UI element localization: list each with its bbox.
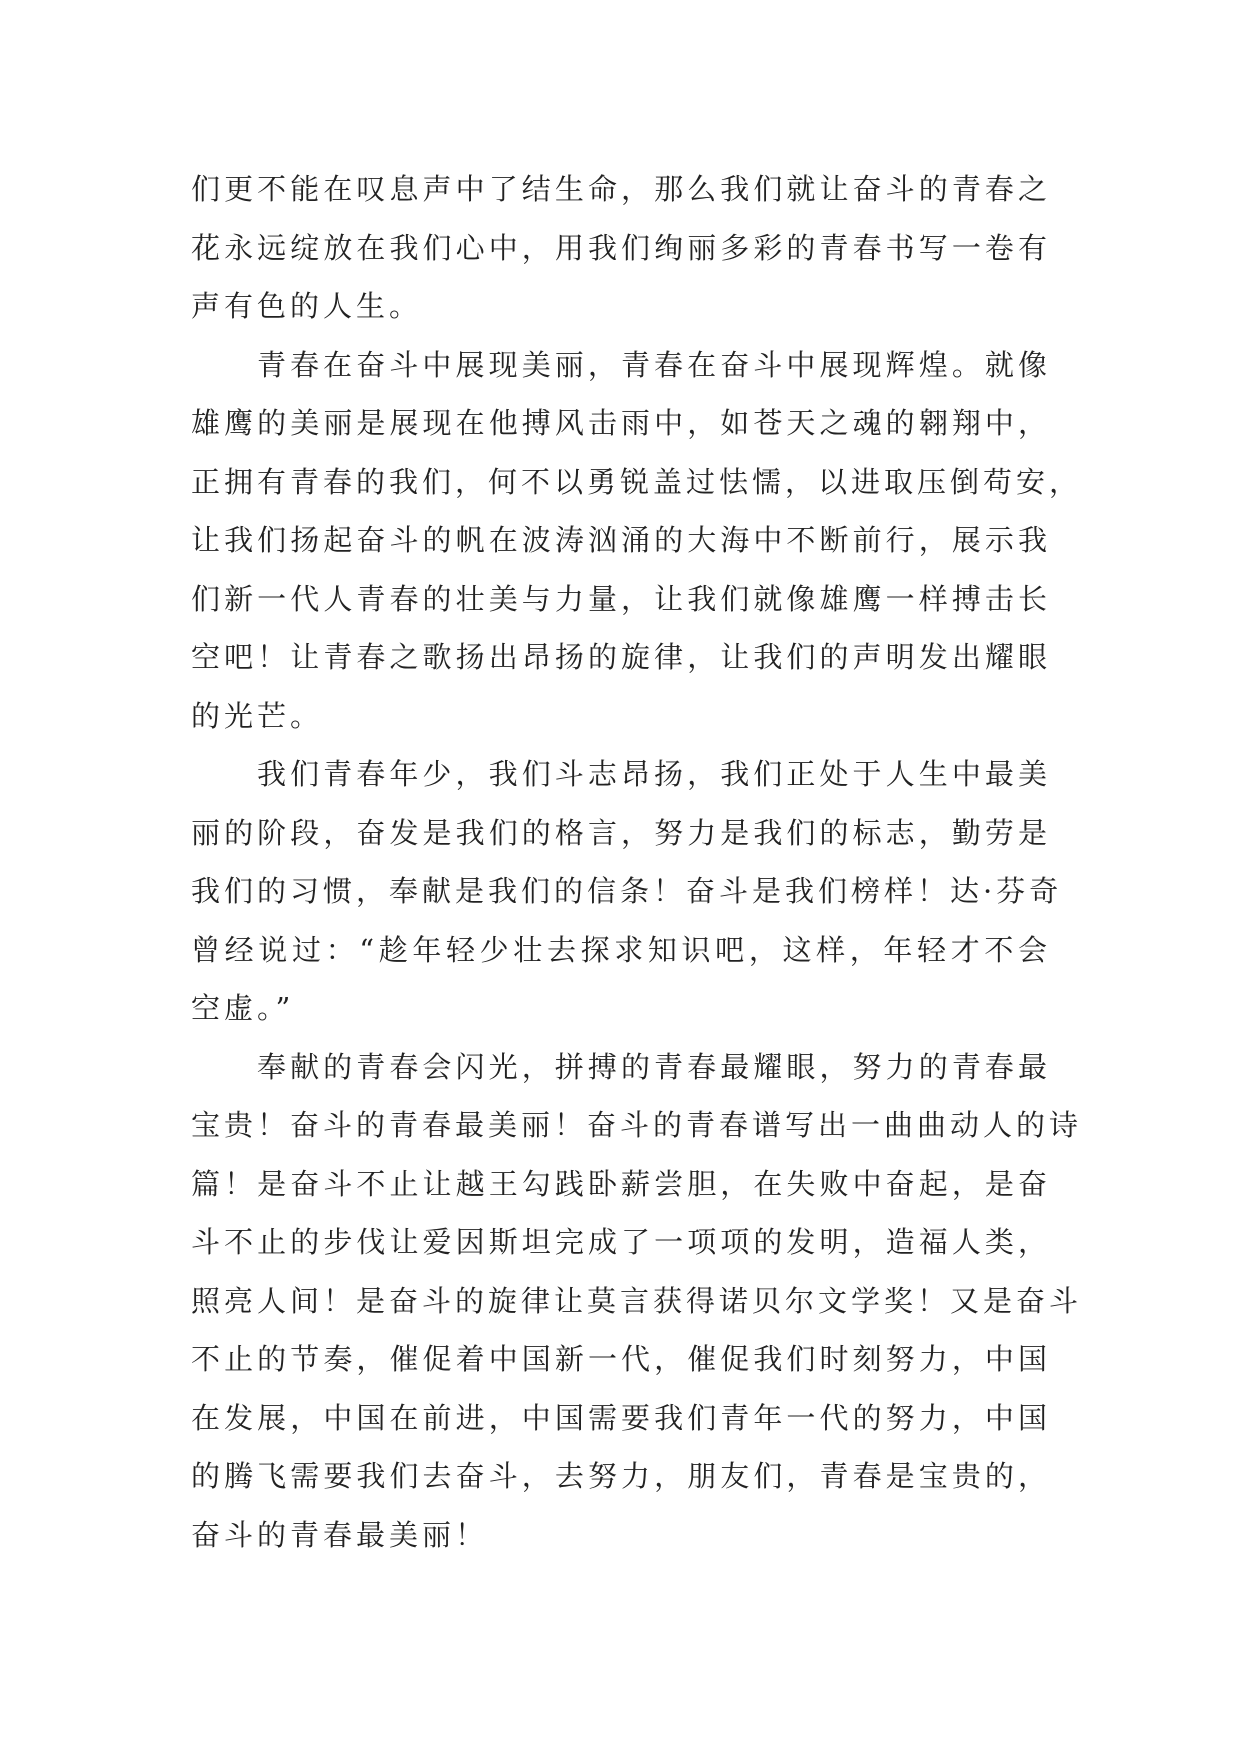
text-line: 声有色的人生。 xyxy=(191,289,423,323)
text-line: 的光芒。 xyxy=(191,698,324,733)
text-line: 让我们扬起奋斗的帆在波涛汹涌的大海中不断前行，展示我 xyxy=(191,523,1051,557)
text-line: 不止的节奏，催促着中国新一代，催促我们时刻努力，中国 xyxy=(191,1342,1051,1376)
text-line: 照亮人间！是奋斗的旋律让莫言获得诺贝尔文学奖！又是奋斗 xyxy=(191,1283,1083,1318)
text-line: 我们的习惯，奉献是我们的信条！奋斗是我们榜样！达·芬奇 xyxy=(191,874,1063,908)
text-line: 们新一代人青春的壮美与力量，让我们就像雄鹰一样搏击长 xyxy=(191,581,1051,616)
text-line: 斗不止的步伐让爱因斯坦完成了一项项的发明，造福人类， xyxy=(191,1225,1051,1259)
text-line: 青春在奋斗中展现美丽，青春在奋斗中展现辉煌。就像 xyxy=(257,347,1051,382)
text-line: 们更不能在叹息声中了结生命，那么我们就让奋斗的青春之 xyxy=(191,172,1051,206)
text-line: 的腾飞需要我们去奋斗，去努力，朋友们，青春是宝贵的， xyxy=(191,1459,1051,1493)
text-line: 奋斗的青春最美丽！ xyxy=(191,1517,489,1552)
text-line: 花永远绽放在我们心中，用我们绚丽多彩的青春书写一卷有 xyxy=(191,230,1051,265)
text-line: 正拥有青春的我们，何不以勇锐盖过怯懦，以进取压倒苟安， xyxy=(191,464,1083,499)
text-line: 在发展，中国在前进，中国需要我们青年一代的努力，中国 xyxy=(191,1400,1051,1435)
text-line: 雄鹰的美丽是展现在他搏风击雨中，如苍天之魂的翱翔中， xyxy=(191,406,1051,440)
text-line: 宝贵！奋斗的青春最美丽！奋斗的青春谱写出一曲曲动人的诗 xyxy=(191,1108,1083,1142)
text-line: 空虚。” xyxy=(191,991,295,1025)
document-body xyxy=(191,160,1083,1564)
text-line: 奉献的青春会闪光，拼搏的青春最耀眼，努力的青春最 xyxy=(257,1049,1051,1084)
text-line: 篇！是奋斗不止让越王勾践卧薪尝胆，在失败中奋起，是奋 xyxy=(191,1166,1051,1201)
text-line: 我们青春年少，我们斗志昂扬，我们正处于人生中最美 xyxy=(257,757,1051,791)
text-line: 曾经说过：“趁年轻少壮去探求知识吧，这样，年轻才不会 xyxy=(191,932,1051,967)
text-line: 空吧！让青春之歌扬出昂扬的旋律，让我们的声明发出耀眼 xyxy=(191,640,1051,674)
text-line: 丽的阶段，奋发是我们的格言，努力是我们的标志，勤劳是 xyxy=(191,815,1051,850)
